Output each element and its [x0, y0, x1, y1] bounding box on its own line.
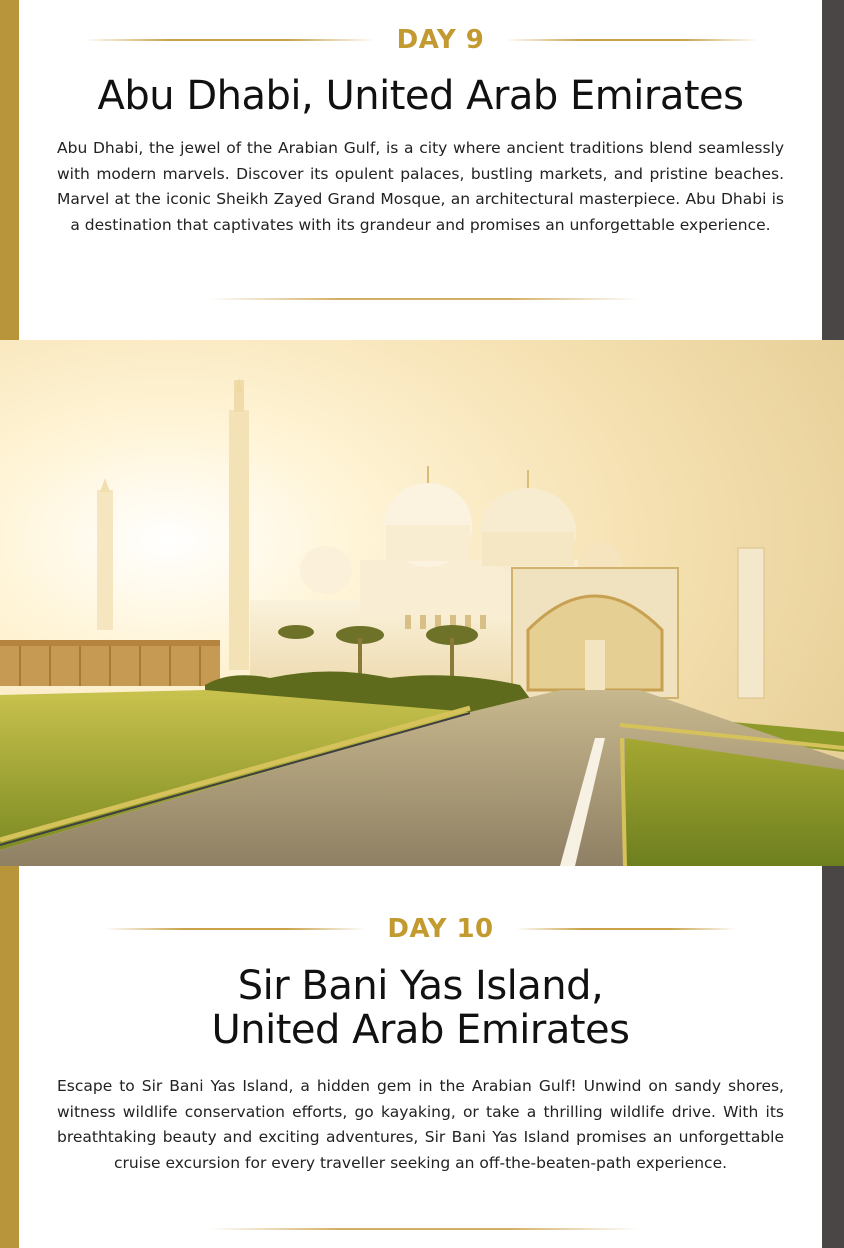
right-dark-bar: [822, 866, 844, 1248]
divider-line: [516, 928, 736, 930]
right-dark-bar: [822, 0, 844, 340]
divider-line: [209, 298, 639, 300]
mosque-photo: [0, 340, 844, 866]
destination-title: [19, 964, 822, 1052]
left-gold-bar: [0, 866, 19, 1248]
left-gold-bar: [0, 0, 19, 340]
destination-title: Abu Dhabi, United Arab Emirates: [97, 73, 744, 119]
day-heading: [19, 25, 822, 55]
day-9-section: [19, 0, 822, 340]
destination-title-line-1: Sir Bani Yas Island,: [237, 963, 604, 1009]
day-label: DAY 10: [387, 914, 494, 944]
destination-description: Abu Dhabi, the jewel of the Arabian Gulf, is a city where ancient traditions blend seamlessly with modern marvels. Discover its opulent palaces, bustling markets, and pristine beaches. Marvel at the iconic Sheikh Zayed Grand Mosque, an architectural masterpiece. Abu Dhabi is a destination that captivates with its grandeur and promises an unforgettable experience.: [57, 139, 784, 234]
day-label: DAY 9: [396, 25, 485, 55]
divider-line: [209, 1228, 639, 1230]
day-heading: [19, 914, 822, 944]
day-10-section: [19, 866, 822, 1248]
divider-line: [105, 928, 365, 930]
destination-title-line-2: United Arab Emirates: [211, 1007, 630, 1053]
divider-line: [83, 39, 375, 41]
divider-line: [506, 39, 758, 41]
destination-description: Escape to Sir Bani Yas Island, a hidden gem in the Arabian Gulf! Unwind on sandy shores, witness wildlife conservation efforts, go kayaking, or take a thrilling wildlife drive. With its breathtaking beauty and exciting adventures, Sir Bani Yas Island promises an unforgettable cruise excursion for every traveller seeking an off-the-beaten-path experience.: [57, 1077, 784, 1172]
